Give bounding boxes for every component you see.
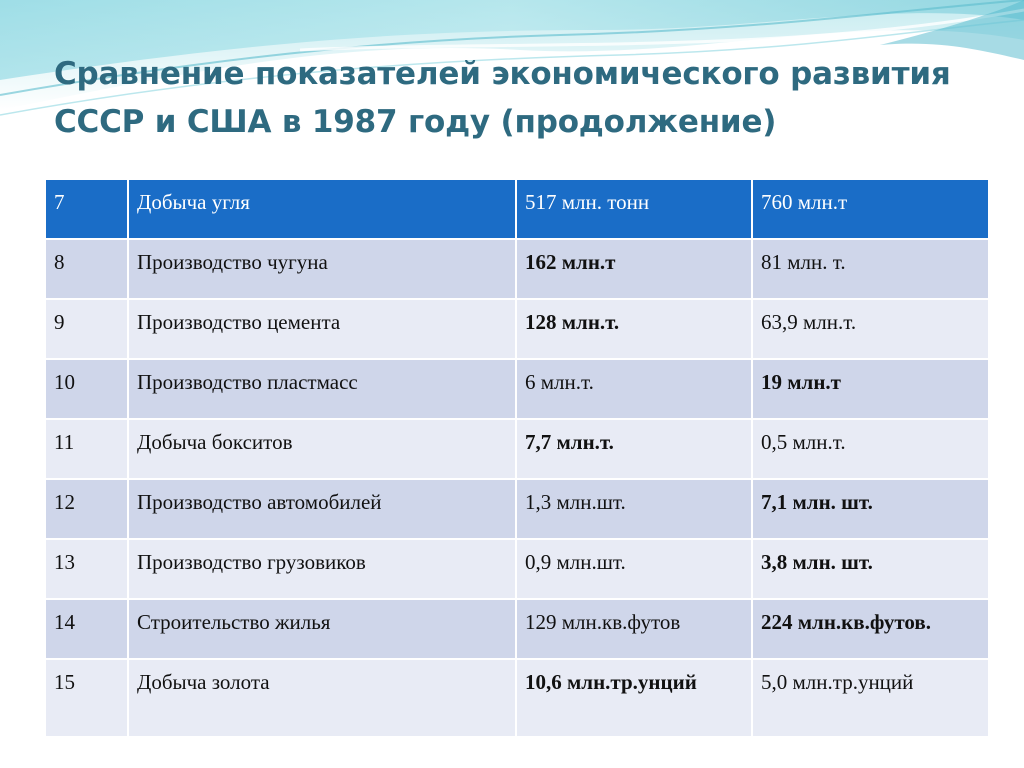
row-number: 10	[45, 359, 128, 419]
ussr-value-cell: 7,7 млн.т.	[516, 419, 752, 479]
usa-value-cell: 0,5 млн.т.	[752, 419, 989, 479]
table-row	[45, 239, 989, 299]
ussr-value-cell: 0,9 млн.шт.	[516, 539, 752, 599]
ussr-value-cell: 128 млн.т.	[516, 299, 752, 359]
usa-value-cell: 3,8 млн. шт.	[752, 539, 989, 599]
row-number: 14	[45, 599, 128, 659]
ussr-value-cell: 1,3 млн.шт.	[516, 479, 752, 539]
indicator-cell: Добыча угля	[128, 179, 516, 239]
table-row	[45, 659, 989, 737]
table-row	[45, 419, 989, 479]
usa-value-cell: 19 млн.т	[752, 359, 989, 419]
table-row	[45, 179, 989, 239]
row-number: 7	[45, 179, 128, 239]
ussr-value-cell: 517 млн. тонн	[516, 179, 752, 239]
ussr-value-cell: 10,6 млн.тр.унций	[516, 659, 752, 737]
row-number: 9	[45, 299, 128, 359]
slide-title-line-1: Сравнение показателей экономического развития	[54, 56, 951, 92]
indicator-cell: Производство цемента	[128, 299, 516, 359]
usa-value-cell: 760 млн.т	[752, 179, 989, 239]
row-number: 8	[45, 239, 128, 299]
indicator-cell: Добыча золота	[128, 659, 516, 737]
row-number: 15	[45, 659, 128, 737]
indicator-cell: Производство пластмасс	[128, 359, 516, 419]
usa-value-cell: 224 млн.кв.футов.	[752, 599, 989, 659]
usa-value-cell: 63,9 млн.т.	[752, 299, 989, 359]
usa-value-cell: 5,0 млн.тр.унций	[752, 659, 989, 737]
table-row	[45, 479, 989, 539]
usa-value-cell: 7,1 млн. шт.	[752, 479, 989, 539]
indicator-cell: Производство чугуна	[128, 239, 516, 299]
ussr-value-cell: 129 млн.кв.футов	[516, 599, 752, 659]
table-row	[45, 359, 989, 419]
comparison-table	[44, 178, 990, 738]
table-row	[45, 599, 989, 659]
row-number: 11	[45, 419, 128, 479]
row-number: 12	[45, 479, 128, 539]
ussr-value-cell: 162 млн.т	[516, 239, 752, 299]
usa-value-cell: 81 млн. т.	[752, 239, 989, 299]
row-number: 13	[45, 539, 128, 599]
table-row	[45, 539, 989, 599]
ussr-value-cell: 6 млн.т.	[516, 359, 752, 419]
table-row	[45, 299, 989, 359]
indicator-cell: Добыча бокситов	[128, 419, 516, 479]
comparison-table-body	[45, 179, 989, 737]
indicator-cell: Производство грузовиков	[128, 539, 516, 599]
indicator-cell: Производство автомобилей	[128, 479, 516, 539]
slide-title	[54, 50, 951, 146]
indicator-cell: Строительство жилья	[128, 599, 516, 659]
slide-title-line-2: СССР и США в 1987 году (продолжение)	[54, 104, 777, 140]
